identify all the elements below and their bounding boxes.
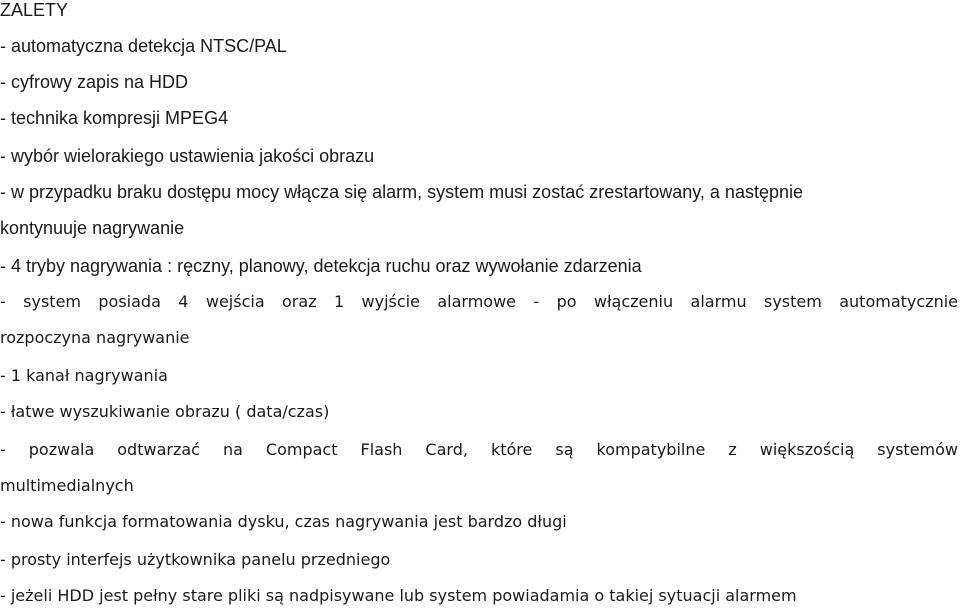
feature-line-7a: - system posiada 4 wejścia oraz 1 wyjście alarmowe - po włączeniu alarmu system automatycznie bbox=[0, 292, 958, 311]
feature-line-4: - wybór wielorakiego ustawienia jakości obrazu bbox=[0, 146, 375, 166]
feature-line-10a: - pozwala odtwarzać na Compact Flash Card, które są kompatybilne z większością systemów bbox=[0, 440, 958, 459]
feature-line-5b: kontynuuje nagrywanie bbox=[0, 218, 185, 238]
feature-line-13: - jeżeli HDD jest pełny stare pliki są nadpisywane lub system powiadamia o takiej sytuacji alarmem bbox=[0, 586, 797, 605]
feature-line-2: - cyfrowy zapis na HDD bbox=[0, 72, 189, 92]
feature-line-3: - technika kompresji MPEG4 bbox=[0, 108, 229, 128]
feature-line-1: - automatyczna detekcja NTSC/PAL bbox=[0, 36, 287, 56]
feature-line-5a: - w przypadku braku dostępu mocy włącza się alarm, system musi zostać zrestartowany, a następnie bbox=[0, 182, 803, 202]
feature-line-6: - 4 tryby nagrywania : ręczny, planowy, detekcja ruchu oraz wywołanie zdarzenia bbox=[0, 256, 642, 276]
feature-line-10b: multimedialnych bbox=[0, 476, 134, 495]
feature-line-7b: rozpoczyna nagrywanie bbox=[0, 328, 190, 347]
feature-line-8: - 1 kanał nagrywania bbox=[0, 366, 168, 385]
feature-line-9: - łatwe wyszukiwanie obrazu ( data/czas) bbox=[0, 402, 330, 421]
feature-line-11: - nowa funkcja formatowania dysku, czas nagrywania jest bardzo długi bbox=[0, 512, 567, 531]
feature-line-12: - prosty interfejs użytkownika panelu przedniego bbox=[0, 550, 391, 569]
heading: ZALETY bbox=[0, 0, 69, 20]
